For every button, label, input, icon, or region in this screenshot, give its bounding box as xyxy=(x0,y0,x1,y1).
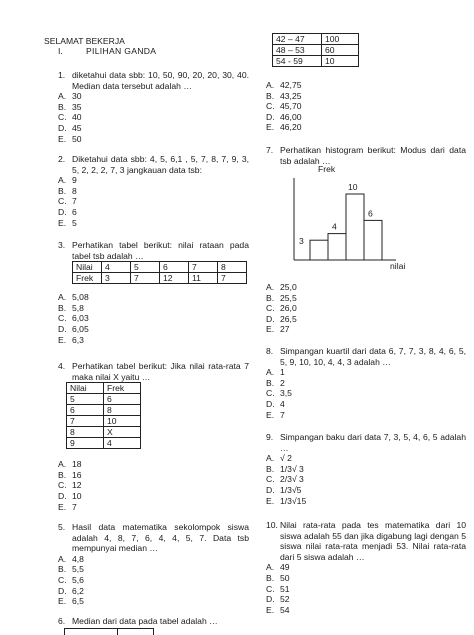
option-c[interactable]: C. 7 xyxy=(58,196,77,207)
option-b[interactable]: B. 50 xyxy=(266,572,290,583)
histogram-bar-label: 3 xyxy=(299,236,304,247)
option-e[interactable]: E. 50 xyxy=(58,133,82,144)
option-a[interactable]: A. 9 xyxy=(58,175,77,186)
table-row xyxy=(273,45,359,56)
option-b[interactable]: B. 25,5 xyxy=(266,292,297,303)
question-text: Perhatikan tabel berikut: Jika nilai rata-rata 7 maka nilai X yaitu … xyxy=(72,361,249,382)
question-number: 10. xyxy=(266,520,278,530)
histogram-bar xyxy=(346,194,364,260)
option-list xyxy=(58,554,249,607)
option-list xyxy=(58,459,249,512)
option-e[interactable]: E. 46,20 xyxy=(266,122,302,133)
table-cell: 7 xyxy=(67,416,104,427)
question-1 xyxy=(44,70,249,144)
table-cell: 8 xyxy=(104,405,141,416)
question-number: 4. xyxy=(58,361,66,371)
option-e[interactable]: E. 54 xyxy=(266,604,290,615)
option-b[interactable]: B. 5,8 xyxy=(58,302,84,313)
table-row xyxy=(273,34,359,45)
table-row xyxy=(67,438,141,449)
question-2 xyxy=(44,154,249,228)
table-cell: 8 xyxy=(67,427,104,438)
option-a[interactable]: A. 5,08 xyxy=(58,292,89,303)
question-number: 2. xyxy=(58,154,66,164)
table-cell: 42 – 47 xyxy=(273,34,322,45)
question-8 xyxy=(266,346,466,420)
question-number: 5. xyxy=(58,522,66,532)
question-3 xyxy=(44,240,249,345)
question-number: 3. xyxy=(58,240,66,250)
option-a[interactable]: A. 42,75 xyxy=(266,80,302,90)
section-title: PILIHAN GANDA xyxy=(86,46,157,56)
option-d[interactable]: D. 1/3√5 xyxy=(266,484,302,495)
option-e[interactable]: E. 6,5 xyxy=(58,596,84,607)
table-cell: Nilai xyxy=(73,262,102,273)
question-text: Hasil data matematika sekolompok siswa adalah 4, 8, 7, 6, 4, 4, 5, 7. Data tsb mempunyai median … xyxy=(72,522,249,554)
option-list xyxy=(266,282,466,335)
table-cell: X xyxy=(104,427,141,438)
option-b[interactable]: B. 43,25 xyxy=(266,90,302,101)
question-text: diketahui data sbb: 10, 50, 90, 20, 20, 30, 40. Median data tersebut adalah … xyxy=(72,70,249,91)
table-cell: 6 xyxy=(67,405,104,416)
table-cell: 7 xyxy=(218,273,247,284)
class-interval-table xyxy=(272,33,359,67)
histogram-bar xyxy=(364,220,382,260)
table-cell: 9 xyxy=(67,438,104,449)
question-number: 1. xyxy=(58,70,66,80)
option-b[interactable]: B. 5,5 xyxy=(58,564,84,575)
option-c[interactable]: C. 3,5 xyxy=(266,388,292,399)
question-number: 7. xyxy=(266,145,274,155)
table-cell: 48 – 53 xyxy=(273,45,322,56)
question-text: Perhatikan tabel berikut: nilai rataan pada tabel tsb adalah … xyxy=(72,240,249,261)
section-number: I. xyxy=(58,46,63,56)
table-cell: 4 xyxy=(104,438,141,449)
table-row xyxy=(73,273,247,284)
option-e[interactable]: E. 27 xyxy=(266,324,290,335)
option-c[interactable]: C. 2/3√ 3 xyxy=(266,474,304,485)
histogram-bars xyxy=(299,182,382,260)
option-d[interactable]: D. 52 xyxy=(266,594,290,605)
option-a[interactable]: A. 1 xyxy=(266,367,285,378)
table-cell: 10 xyxy=(322,56,359,67)
option-d[interactable]: D. 6,05 xyxy=(58,323,89,334)
histogram-bar xyxy=(328,234,346,260)
table-row xyxy=(67,405,141,416)
table-divider xyxy=(117,629,118,635)
question-text: Median dari data pada tabel adalah … xyxy=(72,616,218,626)
option-e[interactable]: E. 6,3 xyxy=(58,334,84,345)
option-b[interactable]: B. 2 xyxy=(266,377,285,388)
table-cell: 6 xyxy=(160,262,189,273)
option-a[interactable]: A. 30 xyxy=(58,91,82,102)
table-cell: Frek xyxy=(73,273,102,284)
option-list xyxy=(266,453,466,506)
question-text: Simpangan kuartil dari data 6, 7, 7, 3, 8, 4, 6, 5, 5, 9, 10, 10, 4, 4, 3 adalah … xyxy=(280,346,466,367)
table-cell: 11 xyxy=(189,273,218,284)
histogram-bar xyxy=(310,240,328,260)
option-list xyxy=(58,91,249,144)
frequency-table xyxy=(72,261,247,284)
table-row xyxy=(67,427,141,438)
option-e[interactable]: E. 7 xyxy=(58,501,77,512)
question-7-options xyxy=(266,282,466,335)
option-e[interactable]: E. 1/3√15 xyxy=(266,495,307,506)
option-b[interactable]: B. 16 xyxy=(58,469,82,480)
option-d[interactable]: D. 46,00 xyxy=(266,111,302,122)
option-a[interactable]: A. √ 2 xyxy=(266,453,292,464)
table-cell: 60 xyxy=(322,45,359,56)
table-cell: 7 xyxy=(131,273,160,284)
option-c[interactable]: C. 6,03 xyxy=(58,313,89,324)
question-text: Perhatikan histogram berikut: Modus dari data tsb adalah … xyxy=(280,145,466,166)
option-d[interactable]: D. 6,2 xyxy=(58,585,84,596)
option-a[interactable]: A. 49 xyxy=(266,562,290,573)
histogram-x-label: nilai xyxy=(390,261,406,271)
table-row xyxy=(273,56,359,67)
question-number: 9. xyxy=(266,432,274,442)
option-e[interactable]: E. 5 xyxy=(58,217,77,228)
table-cell: 8 xyxy=(218,262,247,273)
option-c[interactable]: C. 26,0 xyxy=(266,303,297,314)
option-list xyxy=(266,562,466,615)
option-b[interactable]: B. 8 xyxy=(58,185,77,196)
page-title: SELAMAT BEKERJA xyxy=(44,36,125,46)
table-cell: Nilai xyxy=(67,383,104,394)
histogram xyxy=(266,162,466,274)
table-cell: 6 xyxy=(104,394,141,405)
question-number: 6. xyxy=(58,616,66,626)
question-6 xyxy=(44,616,249,627)
question-number: 8. xyxy=(266,346,274,356)
option-d[interactable]: D. 4 xyxy=(266,398,285,409)
option-d[interactable]: D. 6 xyxy=(58,206,77,217)
option-c[interactable]: C. 40 xyxy=(58,112,82,123)
question-10 xyxy=(266,520,466,615)
option-d[interactable]: D. 45 xyxy=(58,122,82,133)
option-b[interactable]: B. 1/3√ 3 xyxy=(266,463,304,474)
option-list xyxy=(58,175,249,228)
table-row xyxy=(73,262,247,273)
table-cell: 3 xyxy=(102,273,131,284)
question-4 xyxy=(44,361,249,512)
question-text: Nilai rata-rata pada tes matematika dari 10 siswa adalah 55 dan jika digabung lagi dengan 5 siswa nilai rata-rata menjadi 53. Nilai rata-rata dari 5 siswa adalah … xyxy=(280,520,466,562)
option-c[interactable]: C. 5,6 xyxy=(58,574,84,585)
table-cell: 100 xyxy=(322,34,359,45)
option-e[interactable]: E. 7 xyxy=(266,409,285,420)
table-cell: 10 xyxy=(104,416,141,427)
option-c[interactable]: C. 51 xyxy=(266,583,290,594)
table-cell: 12 xyxy=(160,273,189,284)
question-9 xyxy=(266,432,466,506)
option-list xyxy=(58,292,249,345)
table-cell: 7 xyxy=(189,262,218,273)
option-c[interactable]: C. 45,70 xyxy=(266,101,302,112)
question-text: Diketahui data sbb: 4, 5, 6,1 , 5, 7, 8, 7, 9, 3, 5, 2, 2, 2, 7, 3 jangkauan data tsb: xyxy=(72,154,249,175)
table-row xyxy=(67,394,141,405)
table-cell: 5 xyxy=(131,262,160,273)
frequency-table xyxy=(66,382,141,449)
histogram-bar-label: 10 xyxy=(348,182,358,192)
option-a[interactable]: A. 4,8 xyxy=(58,553,84,564)
histogram-bar-label: 4 xyxy=(332,221,337,232)
option-a[interactable]: A. 25,0 xyxy=(266,282,297,292)
option-d[interactable]: D. 26,5 xyxy=(266,313,297,324)
table-row xyxy=(67,383,141,394)
option-c[interactable]: C. 12 xyxy=(58,480,82,491)
question-6-options xyxy=(266,80,466,133)
option-list xyxy=(266,367,466,420)
option-b[interactable]: B. 35 xyxy=(58,101,82,112)
option-d[interactable]: D. 10 xyxy=(58,490,82,501)
histogram-y-label: Frek xyxy=(318,164,336,174)
table-cell: 4 xyxy=(102,262,131,273)
table-row xyxy=(67,416,141,427)
table-cell: Frek xyxy=(104,383,141,394)
question-5 xyxy=(44,522,249,607)
question-text: Simpangan baku dari data 7, 3, 5, 4, 6, 5 adalah … xyxy=(280,432,466,453)
table-cell: 5 xyxy=(67,394,104,405)
histogram-bar-label: 6 xyxy=(368,208,373,219)
table-cell: 54 - 59 xyxy=(273,56,322,67)
option-list xyxy=(266,80,466,133)
option-a[interactable]: A. 18 xyxy=(58,459,82,470)
